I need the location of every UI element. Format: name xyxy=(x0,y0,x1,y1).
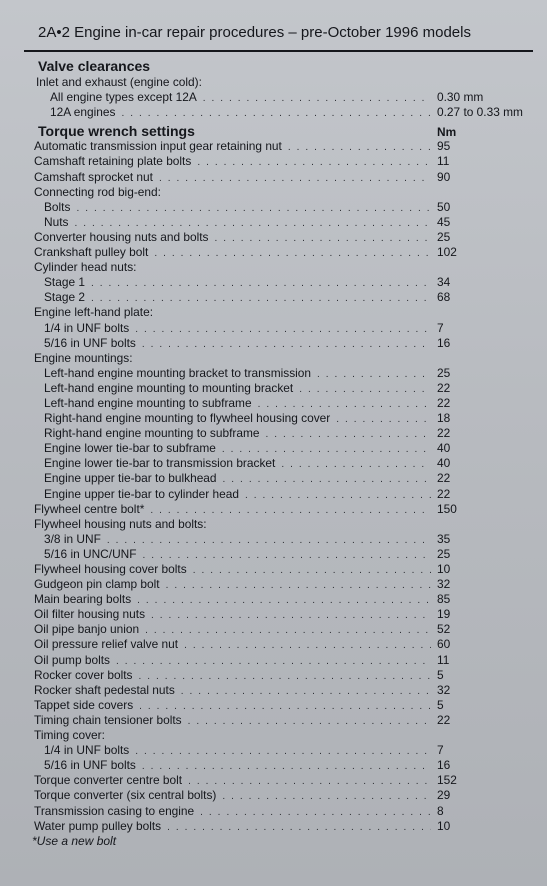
spec-value: 22 xyxy=(437,712,451,727)
leader-dots xyxy=(336,412,431,427)
spec-label: Right-hand engine mounting to subframe xyxy=(44,426,260,441)
leader-dots xyxy=(288,140,431,155)
spec-row xyxy=(14,758,533,773)
spec-row xyxy=(14,396,533,411)
spec-row xyxy=(14,622,533,637)
leader-dots xyxy=(222,789,431,804)
spec-label: Connecting rod big-end: xyxy=(34,184,161,199)
spec-label: Camshaft sprocket nut xyxy=(34,169,153,184)
leader-dots xyxy=(167,820,431,835)
leader-dots xyxy=(150,503,431,518)
spec-value: 35 xyxy=(437,531,451,546)
spec-label: Flywheel housing cover bolts xyxy=(34,562,187,576)
leader-dots xyxy=(142,337,431,352)
spec-value: 16 xyxy=(437,758,451,773)
spec-label: Water pump pulley bolts xyxy=(34,818,162,833)
spec-label: Engine upper tie-bar to bulkhead xyxy=(44,471,217,486)
spec-label: Cylinder head nuts: xyxy=(34,260,137,275)
footnote: *Use a new bolt xyxy=(32,833,117,848)
spec-value: 25 xyxy=(437,365,451,380)
leader-dots xyxy=(245,488,431,503)
spec-value: 5 xyxy=(437,697,444,712)
valve-clearances-section xyxy=(14,58,533,120)
spec-value: 52 xyxy=(437,622,451,637)
spec-label: Inlet and exhaust (engine cold): xyxy=(36,75,202,89)
spec-value: 50 xyxy=(437,199,451,214)
leader-dots xyxy=(107,533,431,548)
spec-label: Oil pump bolts xyxy=(34,652,111,667)
spec-row xyxy=(14,773,533,788)
leader-dots xyxy=(76,201,431,216)
spec-row xyxy=(14,743,533,758)
spec-label: Rocker cover bolts xyxy=(34,667,133,682)
spec-label: Camshaft retaining plate bolts xyxy=(34,154,192,169)
spec-label: Engine lower tie-bar to transmission bracket xyxy=(44,456,276,471)
torque-heading-row xyxy=(14,124,533,139)
torque-unit-label: Nm xyxy=(437,125,457,140)
spec-value: 16 xyxy=(437,335,451,350)
spec-value: 0.27 to 0.33 mm xyxy=(437,105,523,120)
spec-value: 22 xyxy=(437,426,451,441)
spec-row xyxy=(14,668,533,683)
spec-value: 95 xyxy=(437,139,451,154)
spec-label: Tappet side covers xyxy=(34,697,134,712)
spec-value: 45 xyxy=(437,214,451,229)
spec-value: 85 xyxy=(437,592,451,607)
leader-dots xyxy=(281,457,431,472)
spec-row xyxy=(14,275,533,290)
spec-row xyxy=(14,441,533,456)
leader-dots xyxy=(159,171,431,186)
spec-label: 1/4 in UNF bolts xyxy=(44,320,130,335)
leader-dots xyxy=(193,563,431,578)
spec-value: 5 xyxy=(437,667,444,682)
spec-row xyxy=(14,170,533,185)
spec-value: 8 xyxy=(437,803,444,818)
spec-row xyxy=(14,487,533,502)
spec-row xyxy=(14,456,533,471)
spec-label: Transmission casing to engine xyxy=(34,803,195,818)
spec-label: 1/4 in UNF bolts xyxy=(44,743,130,758)
leader-dots xyxy=(116,654,431,669)
spec-row xyxy=(14,105,533,120)
spec-row xyxy=(14,230,533,245)
leader-dots xyxy=(266,427,432,442)
leader-dots xyxy=(91,276,431,291)
spec-value: 68 xyxy=(437,290,451,305)
header-rule xyxy=(24,50,533,52)
spec-value: 32 xyxy=(437,682,451,697)
leader-dots xyxy=(142,759,431,774)
spec-label: Flywheel centre bolt* xyxy=(34,501,145,516)
spec-value: 11 xyxy=(437,652,450,667)
spec-label: Right-hand engine mounting to flywheel housing cover xyxy=(44,411,331,426)
spec-row xyxy=(14,532,533,547)
spec-row xyxy=(14,336,533,351)
valve-clearances-heading: Valve clearances xyxy=(38,58,151,74)
torque-settings-heading: Torque wrench settings xyxy=(38,123,195,140)
page-header: 2A•2 Engine in-car repair procedures – pre-October 1996 models xyxy=(38,24,471,41)
spec-label: Flywheel housing nuts and bolts: xyxy=(34,516,207,531)
leader-dots xyxy=(317,367,431,382)
spec-label: Nuts xyxy=(44,214,69,229)
spec-value: 29 xyxy=(437,788,451,803)
spec-label: Timing cover: xyxy=(34,728,105,743)
spec-value: 10 xyxy=(437,818,451,833)
spec-label: Oil pressure relief valve nut xyxy=(34,637,179,652)
spec-value: 22 xyxy=(437,486,451,501)
spec-row xyxy=(14,592,533,607)
spec-row xyxy=(14,200,533,215)
spec-row xyxy=(14,139,533,154)
spec-value: 150 xyxy=(437,501,457,516)
leader-dots xyxy=(223,472,431,487)
spec-label: Stage 2 xyxy=(44,290,85,305)
leader-dots xyxy=(154,246,431,261)
spec-value: 152 xyxy=(437,773,457,788)
spec-row xyxy=(14,517,533,532)
spec-value: 40 xyxy=(437,441,451,456)
leader-dots xyxy=(121,106,431,121)
spec-row xyxy=(14,215,533,230)
spec-label: Rocker shaft pedestal nuts xyxy=(34,682,175,697)
spec-label: Engine mountings: xyxy=(34,350,133,365)
spec-row xyxy=(14,637,533,652)
leader-dots xyxy=(299,382,431,397)
spec-label: Left-hand engine mounting to subframe xyxy=(44,395,252,410)
spec-row xyxy=(14,607,533,622)
spec-label: All engine types except 12A xyxy=(50,90,197,105)
leader-dots xyxy=(143,548,431,563)
leader-dots xyxy=(145,623,431,638)
spec-value: 102 xyxy=(437,245,457,260)
spec-label: Gudgeon pin clamp bolt xyxy=(34,577,160,592)
leader-dots xyxy=(137,593,431,608)
spec-row xyxy=(14,698,533,713)
spec-row xyxy=(14,75,533,90)
spec-label: Oil pipe banjo union xyxy=(34,622,140,637)
spec-value: 22 xyxy=(437,380,451,395)
leader-dots xyxy=(166,578,431,593)
spec-label: Stage 1 xyxy=(44,275,85,290)
leader-dots xyxy=(151,608,431,623)
spec-value: 19 xyxy=(437,607,451,622)
spec-value: 0.30 mm xyxy=(437,90,484,105)
spec-value: 40 xyxy=(437,456,451,471)
leader-dots xyxy=(135,322,431,337)
leader-dots xyxy=(135,744,431,759)
spec-row xyxy=(14,683,533,698)
spec-row xyxy=(14,321,533,336)
spec-value: 25 xyxy=(437,546,451,561)
leader-dots xyxy=(215,231,431,246)
spec-value: 22 xyxy=(437,471,451,486)
leader-dots xyxy=(258,397,431,412)
spec-value: 32 xyxy=(437,577,451,592)
spec-row xyxy=(14,788,533,803)
spec-row xyxy=(14,185,533,200)
spec-row xyxy=(14,154,533,169)
spec-value: 11 xyxy=(437,154,450,169)
spec-row xyxy=(14,351,533,366)
spec-row xyxy=(14,90,533,105)
leader-dots xyxy=(200,805,431,820)
torque-settings-section xyxy=(14,124,533,833)
leader-dots xyxy=(138,669,431,684)
leader-dots xyxy=(184,638,431,653)
spec-row xyxy=(14,366,533,381)
spec-row xyxy=(14,426,533,441)
spec-row xyxy=(14,713,533,728)
spec-value: 90 xyxy=(437,169,451,184)
leader-dots xyxy=(222,442,431,457)
spec-label: Automatic transmission input gear retaining nut xyxy=(34,139,282,154)
spec-label: Bolts xyxy=(44,199,71,214)
leader-dots xyxy=(139,699,431,714)
spec-label: Crankshaft pulley bolt xyxy=(34,245,149,260)
spec-label: Timing chain tensioner bolts xyxy=(34,712,182,727)
spec-row xyxy=(14,819,533,834)
spec-value: 22 xyxy=(437,395,451,410)
spec-row xyxy=(14,411,533,426)
spec-label: 3/8 in UNF xyxy=(44,531,101,546)
leader-dots xyxy=(91,291,431,306)
leader-dots xyxy=(203,91,431,106)
valve-clearances-list xyxy=(14,75,533,120)
spec-label: Main bearing bolts xyxy=(34,592,132,607)
spec-value: 10 xyxy=(437,562,451,576)
torque-settings-list xyxy=(14,139,533,833)
spec-label: Left-hand engine mounting to mounting bracket xyxy=(44,380,294,395)
spec-row xyxy=(14,547,533,562)
leader-dots xyxy=(188,714,431,729)
spec-label: Oil filter housing nuts xyxy=(34,607,146,622)
spec-label: 12A engines xyxy=(50,105,116,120)
spec-row xyxy=(14,653,533,668)
spec-value: 34 xyxy=(437,275,451,290)
spec-row xyxy=(14,290,533,305)
leader-dots xyxy=(181,684,431,699)
spec-row xyxy=(14,577,533,592)
spec-label: Engine upper tie-bar to cylinder head xyxy=(44,486,239,501)
leader-dots xyxy=(188,774,431,789)
spec-label: Engine left-hand plate: xyxy=(34,305,153,320)
spec-label: Left-hand engine mounting bracket to transmission xyxy=(44,365,312,380)
spec-row xyxy=(14,804,533,819)
spec-value: 60 xyxy=(437,637,451,652)
spec-row xyxy=(14,381,533,396)
spec-row xyxy=(14,305,533,320)
spec-row xyxy=(14,471,533,486)
spec-label: Converter housing nuts and bolts xyxy=(34,229,209,244)
spec-value: 7 xyxy=(437,743,444,758)
spec-value: 18 xyxy=(437,411,451,426)
spec-value: 7 xyxy=(437,320,444,335)
spec-row xyxy=(14,562,533,577)
spec-label: Torque converter centre bolt xyxy=(34,773,183,788)
spec-row xyxy=(14,260,533,275)
spec-row xyxy=(14,728,533,743)
spec-label: Torque converter (six central bolts) xyxy=(34,788,217,803)
spec-label: Engine lower tie-bar to subframe xyxy=(44,441,216,456)
spec-label: 5/16 in UNC/UNF xyxy=(44,546,137,561)
spec-label: 5/16 in UNF bolts xyxy=(44,758,136,773)
spec-label: 5/16 in UNF bolts xyxy=(44,335,136,350)
spec-row xyxy=(14,502,533,517)
leader-dots xyxy=(74,216,431,231)
leader-dots xyxy=(197,155,431,170)
spec-row xyxy=(14,245,533,260)
spec-value: 25 xyxy=(437,229,451,244)
